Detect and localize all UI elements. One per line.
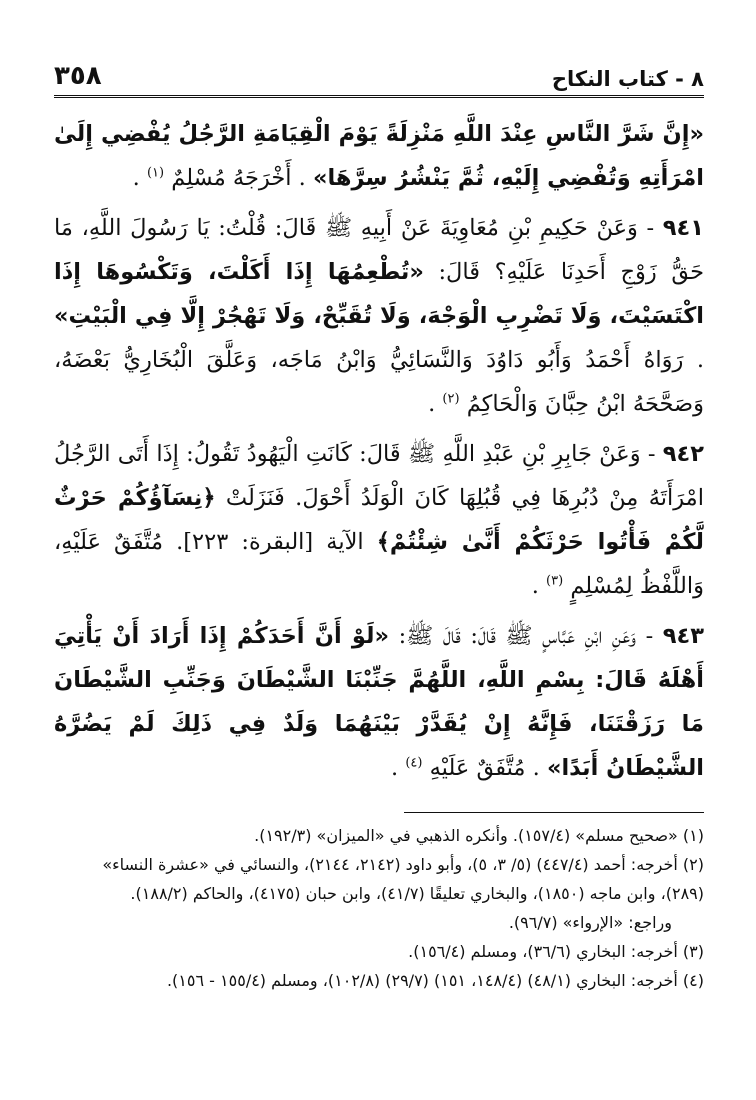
period: . <box>391 755 399 781</box>
hadith-number: ٩٤١ <box>662 215 704 241</box>
hadith-941 <box>54 206 704 426</box>
footnote-ref[interactable]: (٤) <box>405 755 423 771</box>
page-number: ٣٥٨ <box>54 61 102 91</box>
hadith-source: . رَوَاهُ أَحْمَدُ وَأَبُو دَاوُدَ وَالنَّسَائِيُّ وَابْنُ مَاجَه، وَعَلَّقَ الْبُخَارِيُّ بَعْضَهُ، وَصَحَّحَهُ ابْنُ حِبَّانَ وَالْحَاكِمُ <box>54 347 704 417</box>
book-page <box>54 40 704 995</box>
hadith-intro: - وَعَنْ جَابِرِ بْنِ عَبْدِ اللَّهِ ﷺ قَالَ: كَانَتِ الْيَهُودُ تَقُولُ: إِذَا أَتَى الرَّجُلُ امْرَأَتَهُ مِنْ دُبُرِهَا فِي قُبُلِهَا كَانَ الْوَلَدُ أَحْوَلَ. فَنَزَلَتْ <box>54 441 704 511</box>
hadith-source: . أَخْرَجَهُ مُسْلِمٌ <box>171 165 306 191</box>
hadith-source: . مُتَّفَقٌ عَلَيْهِ <box>429 755 540 781</box>
footnote-2: (٢) أخرجه: أحمد (٤٤٧/٤) (٥/ ٣، ٥)، وأبو داود (٢١٤٢، ٢١٤٤)، والنسائي في «عشرة النساء» (٢٨٩)، وابن ماجه (١٨٥٠)، والبخاري تعليقًا (٤١/٧)، وابن حبان (٤١٧٥)، والحاكم (١٨٨/٢). <box>102 855 704 903</box>
footnote-2-see-also: وراجع: «الإرواء» (٩٦/٧). <box>508 913 672 932</box>
hadith-intro: - وَعَنِ ابْنِ عَبَّاسٍ ﷺ قَالَ: قَالَ ﷺ: <box>398 623 654 649</box>
footnote-1: (١) «صحيح مسلم» (١٥٧/٤). وأنكره الذهبي في «الميزان» (١٩٢/٣). <box>254 826 704 845</box>
hadith-number: ٩٤٣ <box>662 623 704 649</box>
hadith-source: الآية [البقرة: ٢٢٣]. مُتَّفَقٌ عَلَيْهِ، وَاللَّفْظُ لِمُسْلِمٍ <box>54 529 704 599</box>
period: . <box>132 165 140 191</box>
footnote-ref[interactable]: (٢) <box>442 391 460 407</box>
footnote-ref[interactable]: (١) <box>146 165 165 181</box>
prophet-speech: «إِنَّ شَرَّ النَّاسِ عِنْدَ اللَّهِ مَنْزِلَةً يَوْمَ الْقِيَامَةِ الرَّجُلُ يُفْضِي إِلَىٰ امْرَأَتِهِ وَتُفْضِي إِلَيْهِ، ثُمَّ يَنْشُرُ سِرَّهَا» <box>54 121 704 191</box>
chapter-title: ٨ - كتاب النكاح <box>551 67 704 91</box>
hadith-continuation <box>54 112 704 200</box>
footnotes <box>54 821 704 995</box>
page-header <box>54 40 704 98</box>
hadith-number: ٩٤٢ <box>662 441 704 467</box>
hadith-943 <box>54 614 704 790</box>
footnote-ref[interactable]: (٣) <box>546 573 564 589</box>
hadith-intro: - وَعَنْ حَكِيمِ بْنِ مُعَاوِيَةَ عَنْ أَبِيهِ ﷺ قَالَ: قُلْتُ: يَا رَسُولَ اللَّهِ، مَا حَقُّ زَوْجِ أَحَدِنَا عَلَيْهِ؟ قَالَ: <box>54 215 704 285</box>
period: . <box>531 573 539 599</box>
footnote-4: (٤) أخرجه: البخاري (٤٨/١) (١٤٨/٤، ١٥١) (٢٩/٧) (١٠٢/٨)، ومسلم (١٥٥/٤ - ١٥٦). <box>166 971 704 990</box>
main-text <box>54 112 704 790</box>
hadith-942 <box>54 432 704 608</box>
quran-verse: ﴿نِسَآؤُكُمْ حَرْثٌ لَّكُمْ فَأْتُوا حَرْثَكُمْ أَنَّىٰ شِئْتُمْ﴾ <box>54 485 704 555</box>
prophet-speech: «لَوْ أَنَّ أَحَدَكُمْ إِذَا أَرَادَ أَنْ يَأْتِيَ أَهْلَهُ قَالَ: بِسْمِ اللَّهِ، اللَّهُمَّ جَنِّبْنَا الشَّيْطَانَ وَجَنِّبِ الشَّيْطَانَ مَا رَزَقْتَنَا، فَإِنَّهُ إِنْ يُقَدَّرْ بَيْنَهُمَا وَلَدٌ فِي ذَلِكَ لَمْ يَضُرَّهُ الشَّيْطَانُ أَبَدًا» <box>54 623 704 781</box>
footnote-divider <box>404 812 704 813</box>
footnote-3: (٣) أخرجه: البخاري (٣٦/٦)، ومسلم (١٥٦/٤). <box>408 942 704 961</box>
period: . <box>428 391 436 417</box>
prophet-speech: «تُطْعِمُهَا إِذَا أَكَلْتَ، وَتَكْسُوهَا إِذَا اكْتَسَيْتَ، وَلَا تَضْرِبِ الْوَجْهَ، وَلَا تُقَبِّحْ، وَلَا تَهْجُرْ إِلَّا فِي الْبَيْتِ» <box>54 259 704 329</box>
